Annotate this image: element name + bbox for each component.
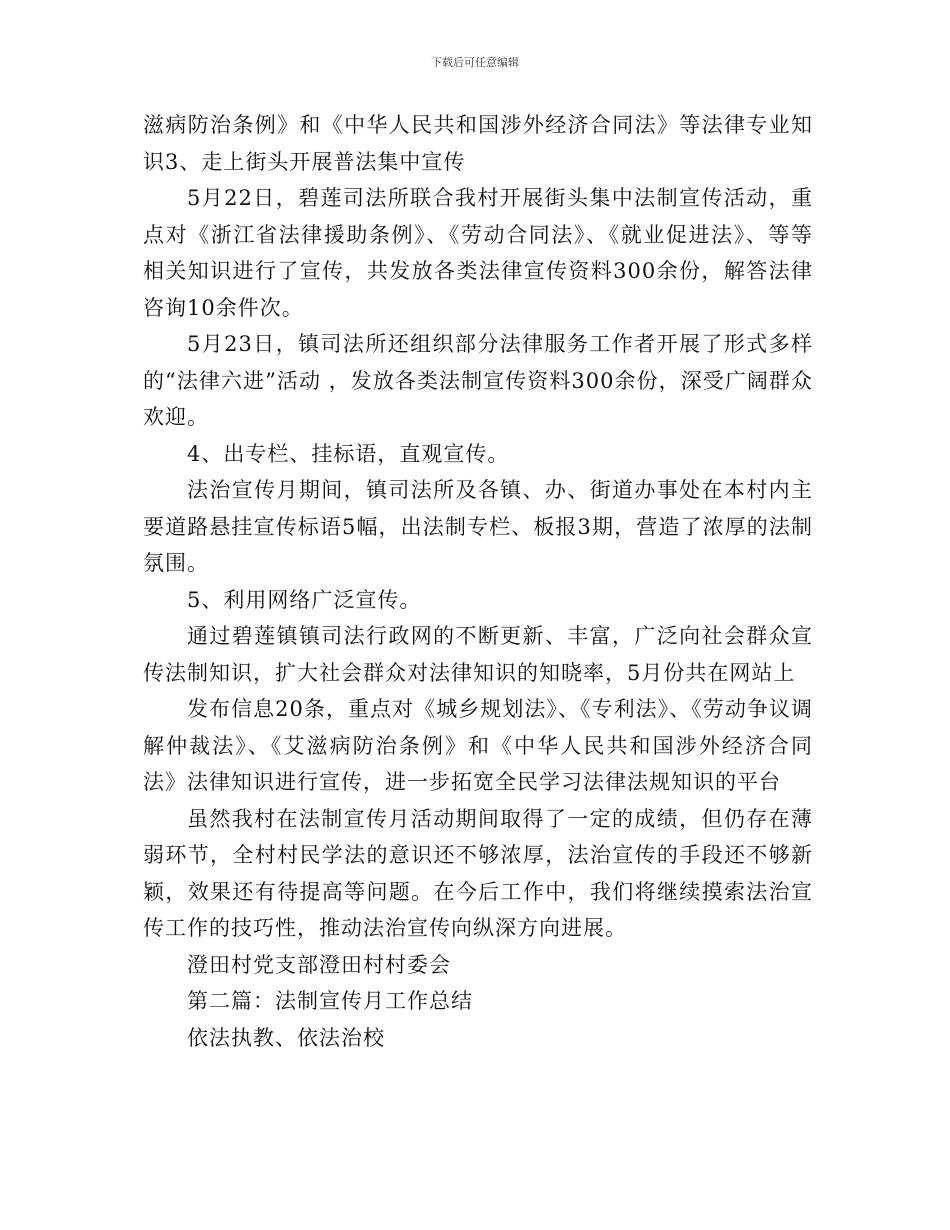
chapter-title: 第二篇：法制宣传月工作总结 [187, 989, 473, 1013]
page-header: 下载后可任意编辑 [431, 56, 519, 69]
paragraph: 发布信息20条，重点对《城乡规划法》、《专利法》、《劳动争议调解仲裁法》、《艾滋病防治条例》和《中华人民共和国涉外经济合同法》法律知识进行宣传，进一步拓宽全民学习法律法规知识的平台 [143, 697, 813, 794]
paragraph: 通过碧莲镇镇司法行政网的不断更新、丰富，广泛向社会群众宣传法制知识，扩大社会群众对法律知识的知晓率，5月份共在网站上 [143, 624, 813, 685]
document-body [143, 107, 813, 1056]
paragraph: 5月23日，镇司法所还组织部分法律服务工作者开展了形式多样的“法律六进”活动 ，发放各类法制宣传资料300余份，深受广阔群众欢迎。 [143, 332, 813, 429]
paragraph: 法治宣传月期间，镇司法所及各镇、办、街道办事处在本村内主要道路悬挂宣传标语5幅，出法制专栏、板报3期，营造了浓厚的法制氛围。 [143, 478, 813, 575]
section-heading: 5、利用网络广泛宣传。 [187, 587, 422, 612]
signature-line: 澄田村党支部澄田村村委会 [187, 952, 451, 977]
section-heading: 4、出专栏、挂标语，直观宣传。 [187, 441, 510, 466]
paragraph: 5月22日，碧莲司法所联合我村开展街头集中法制宣传活动，重点对《浙江省法律援助条例》、《劳动合同法》、《就业促进法》、等等相关知识进行了宣传，共发放各类法律宣传资料300余份，解答法律咨询10余件次。 [143, 186, 813, 320]
paragraph: 虽然我村在法制宣传月活动期间取得了一定的成绩，但仍存在薄弱环节，全村村民学法的意识还不够浓厚，法治宣传的手段还不够新颖，效果还有待提高等问题。在今后工作中，我们将继续摸索法治宣传工作的技巧性，推动法治宣传向纵深方向进展。 [143, 806, 813, 940]
paragraph: 滋病防治条例》和《中华人民共和国涉外经济合同法》等法律专业知识3、走上街头开展普法集中宣传 [143, 113, 813, 174]
subtitle: 依法执教、依法治校 [187, 1025, 385, 1050]
